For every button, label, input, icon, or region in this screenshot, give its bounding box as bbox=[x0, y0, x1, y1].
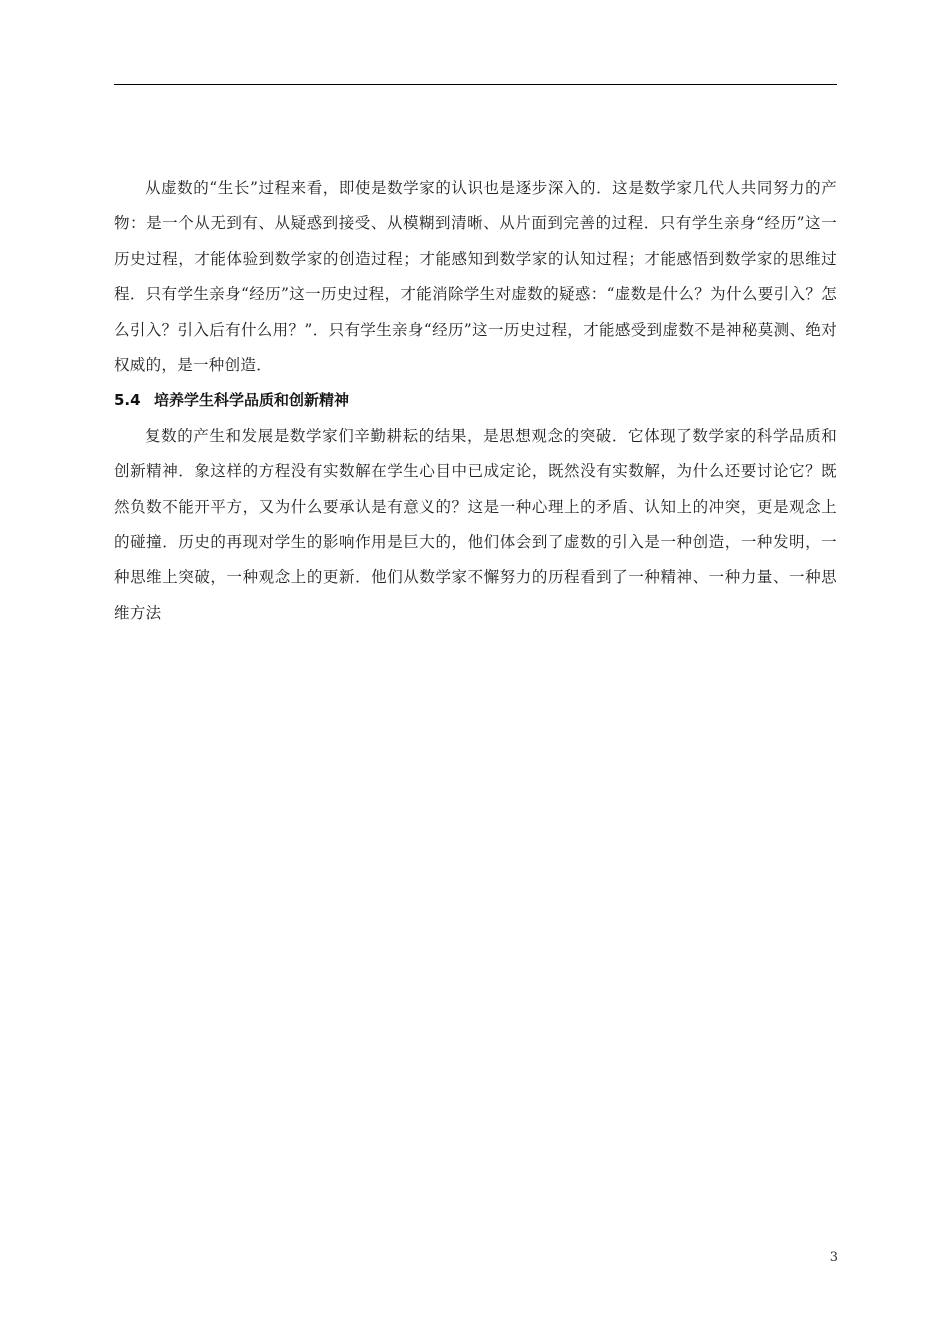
section-title: 培养学生科学品质和创新精神 bbox=[154, 391, 350, 410]
section-heading bbox=[114, 383, 837, 418]
paragraph-imaginary-growth: 从虚数的“生长”过程来看，即使是数学家的认识也是逐步深入的．这是数学家几代人共同努力的产物：是一个从无到有、从疑惑到接受、从模糊到清晰、从片面到完善的过程．只有学生亲身“经历”这一历史过程，才能体验到数学家的创造过程；才能感知到数学家的认知过程；才能感悟到数学家的思维过程．只有学生亲身“经历”这一历史过程，才能消除学生对虚数的疑惑：“虚数是什么？为什么要引入？怎么引入？引入后有什么用？”．只有学生亲身“经历”这一历史过程，才能感受到虚数不是神秘莫测、绝对权威的，是一种创造． bbox=[114, 179, 837, 375]
page-number: 3 bbox=[829, 1250, 838, 1265]
section-number: 5.4 bbox=[114, 391, 141, 410]
header-rule bbox=[114, 84, 837, 85]
paragraph-complex-numbers: 复数的产生和发展是数学家们辛勤耕耘的结果，是思想观念的突破．它体现了数学家的科学品质和创新精神．象这样的方程没有实数解在学生心目中已成定论，既然没有实数解，为什么还要讨论它？既然负数不能开平方，又为什么要承认是有意义的？这是一种心理上的矛盾、认知上的冲突，更是观念上的碰撞．历史的再现对学生的影响作用是巨大的，他们体会到了虚数的引入是一种创造，一种发明，一种思维上突破，一种观念上的更新．他们从数学家不懈努力的历程看到了一种精神、一种力量、一种思维方法 bbox=[114, 426, 837, 622]
document-body bbox=[114, 171, 837, 631]
